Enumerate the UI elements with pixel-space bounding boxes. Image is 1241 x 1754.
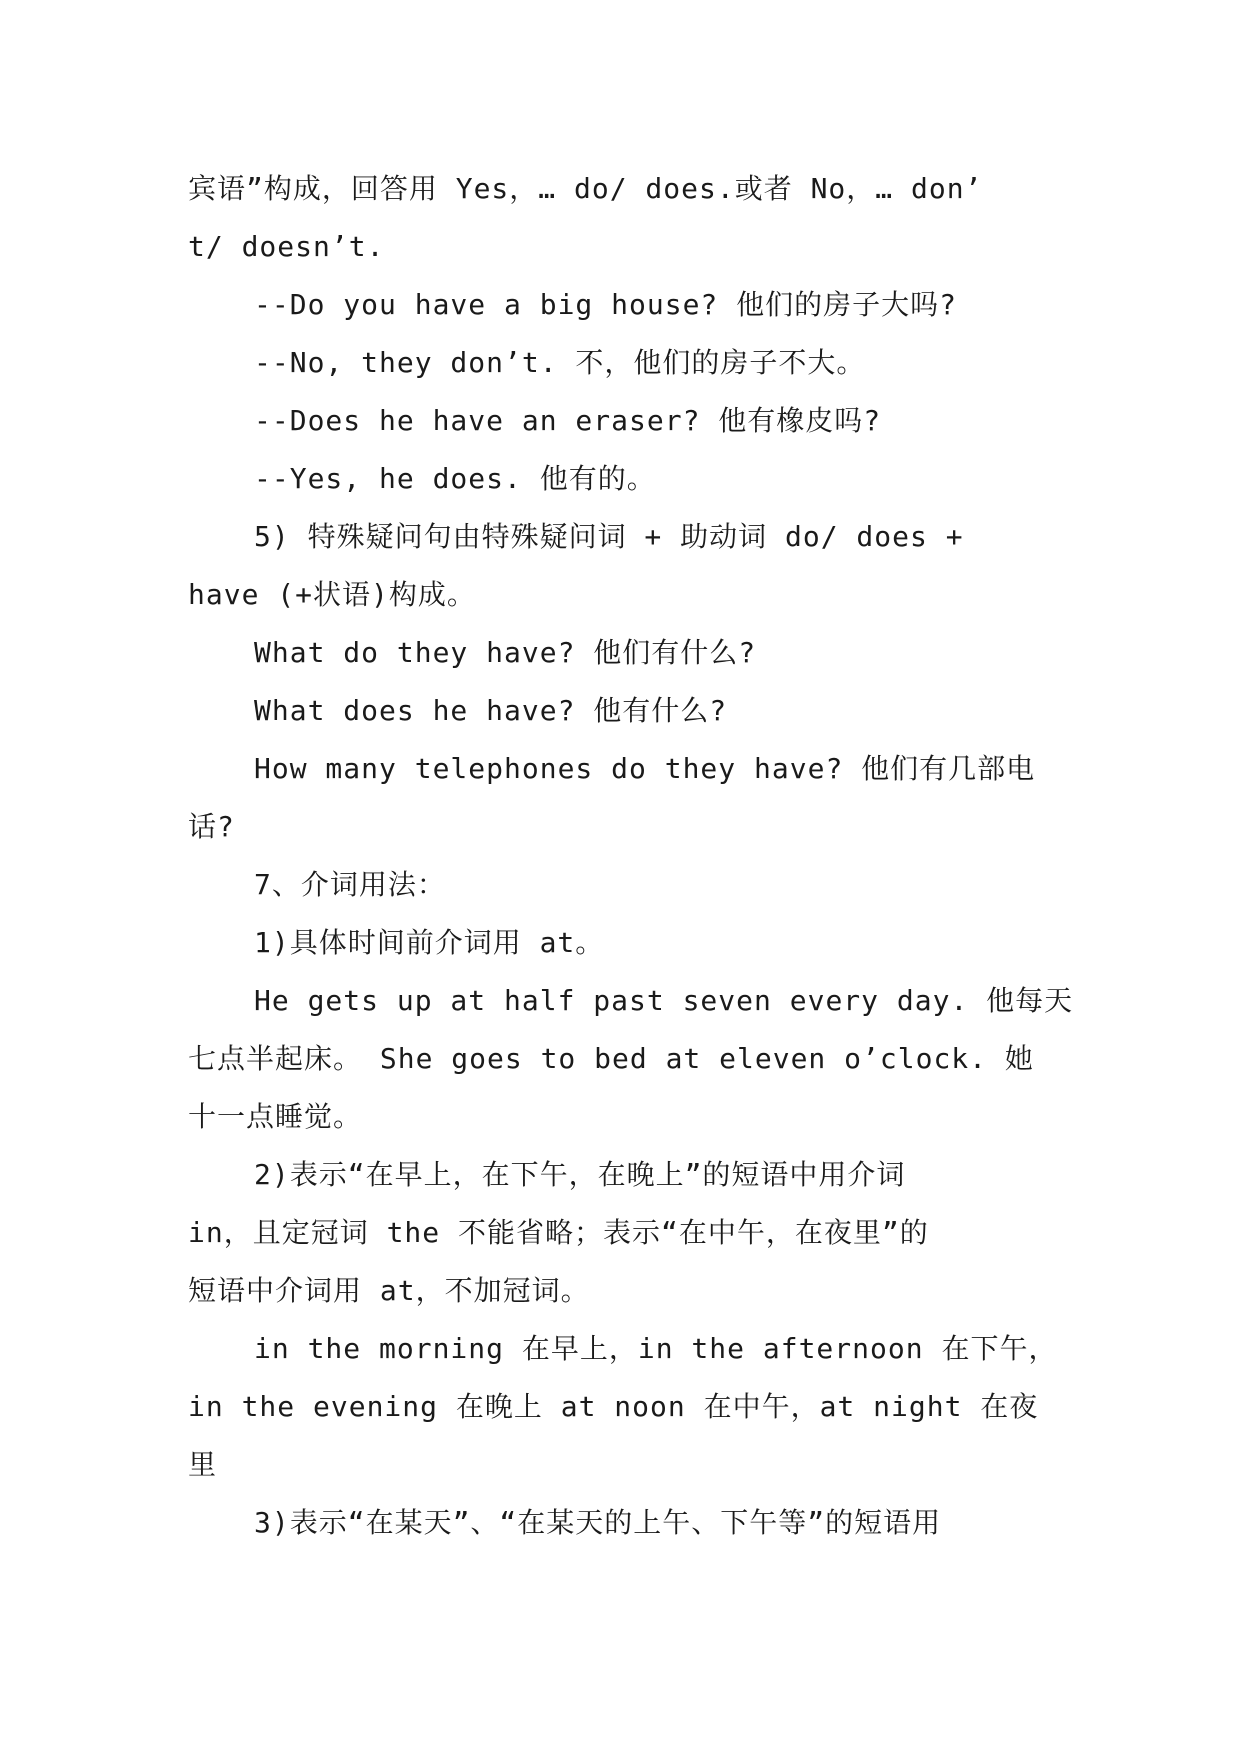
body-line: 七点半起床。 She goes to bed at eleven o’clock. 她 (188, 1042, 1034, 1075)
example-line: --Do you have a big house? 他们的房子大吗? (254, 288, 958, 321)
example-line: What does he have? 他有什么? (254, 694, 728, 727)
body-line: 里 (188, 1448, 218, 1481)
body-line: t/ doesn’t. (188, 230, 385, 263)
example-line: --Does he have an eraser? 他有橡皮吗? (254, 404, 882, 437)
body-line: 话? (188, 810, 235, 843)
example-line: What do they have? 他们有什么? (254, 636, 757, 669)
body-line: 宾语”构成，回答用 Yes，… do/ does.或者 No，… don’ (188, 172, 983, 205)
rule-line: 5) 特殊疑问句由特殊疑问词 + 助动词 do/ does + (254, 520, 964, 553)
rule-line: 3)表示“在某天”、“在某天的上午、下午等”的短语用 (254, 1506, 942, 1539)
rule-line: 2)表示“在早上，在下午，在晚上”的短语中用介词 (254, 1158, 906, 1191)
body-line: have (+状语)构成。 (188, 578, 476, 611)
example-line: --Yes, he does. 他有的。 (254, 462, 656, 495)
example-line: in the morning 在早上，in the afternoon 在下午， (254, 1332, 1058, 1365)
document-body (188, 160, 1074, 1552)
body-line: in，且定冠词 the 不能省略；表示“在中午，在夜里”的 (188, 1216, 929, 1249)
section-heading: 7、介词用法： (254, 868, 446, 901)
rule-line: 1)具体时间前介词用 at。 (254, 926, 605, 959)
body-line: in the evening 在晚上 at noon 在中午，at night 在夜 (188, 1390, 1039, 1423)
body-line: 十一点睡觉。 (188, 1100, 363, 1133)
example-line: --No, they don’t. 不，他们的房子不大。 (254, 346, 866, 379)
example-line: How many telephones do they have? 他们有几部电 (254, 752, 1036, 785)
body-line: 短语中介词用 at，不加冠词。 (188, 1274, 590, 1307)
example-line: He gets up at half past seven every day. 他每天 (254, 984, 1074, 1017)
